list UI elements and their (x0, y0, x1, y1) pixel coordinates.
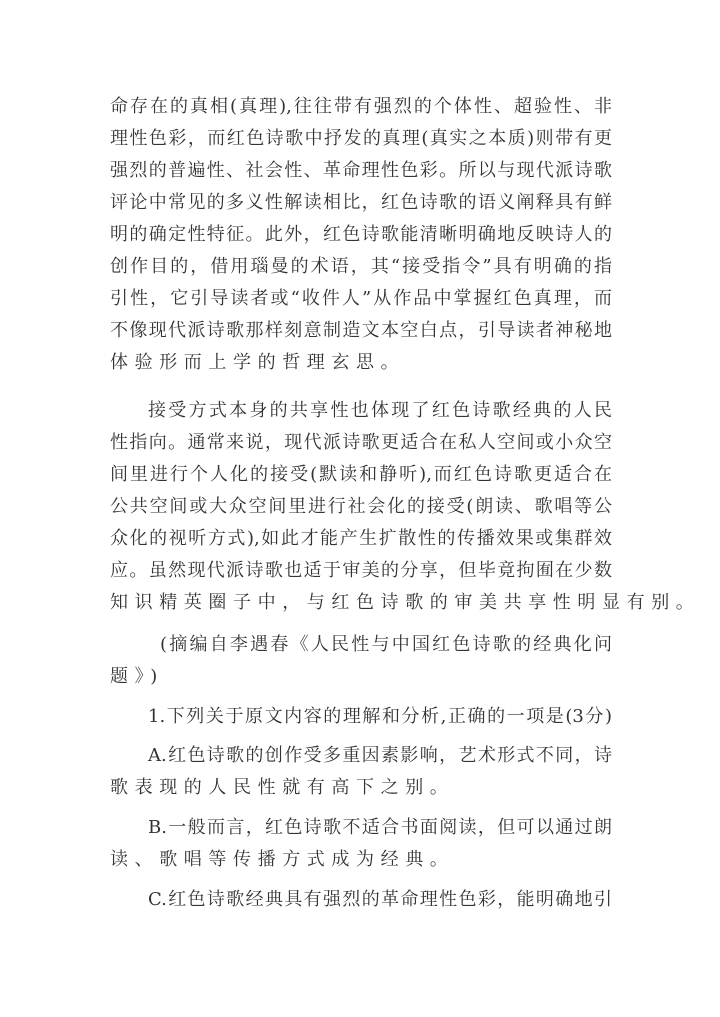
text-line: 强烈的普遍性、社会性、革命理性色彩。所以与现代派诗歌 (110, 160, 612, 181)
paragraph-start: 接受方式本身的共享性也体现了红色诗歌经典的人民 (148, 400, 612, 421)
text-line: 体验形而上学的哲理玄思。 (110, 352, 406, 373)
text-line: 众化的视听方式),如此才能产生扩散性的传播效果或集群效 (110, 528, 612, 549)
text-line: 理性色彩，而红色诗歌中抒发的真理(真实之本质)则带有更 (110, 128, 612, 149)
text-line: 命存在的真相(真理),往往带有强烈的个体性、超验性、非 (110, 96, 612, 117)
option-b-cont: 读、歌唱等传播方式成为经典。 (110, 849, 455, 870)
text-line: 间里进行个人化的接受(默读和静听),而红色诗歌更适合在 (110, 464, 612, 485)
text-line: 性指向。通常来说，现代派诗歌更适合在私人空间或小众空 (110, 432, 612, 453)
option-a-cont: 歌表现的人民性就有高下之别。 (110, 777, 455, 798)
source-citation: (摘编自李遇春《人民性与中国红色诗歌的经典化问 (160, 634, 612, 655)
option-b: B.一般而言，红色诗歌不适合书面阅读，但可以通过朗 (148, 817, 612, 838)
text-line: 明的确定性特征。此外，红色诗歌能清晰明确地反映诗人的 (110, 224, 612, 245)
text-line: 公共空间或大众空间里进行社会化的接受(朗读、歌唱等公 (110, 496, 612, 517)
text-line: 应。虽然现代派诗歌也适于审美的分享，但毕竟拘囿在少数 (110, 560, 612, 581)
question-1: 1.下列关于原文内容的理解和分析,正确的一项是(3分) (148, 706, 612, 727)
option-c: C.红色诗歌经典具有强烈的革命理性色彩，能明确地引 (148, 889, 612, 910)
text-line: 引性，它引导读者或“收件人”从作品中掌握红色真理，而 (110, 288, 612, 309)
text-line: 评论中常见的多义性解读相比，红色诗歌的语义阐释具有鲜 (110, 192, 612, 213)
option-a: A.红色诗歌的创作受多重因素影响，艺术形式不同，诗 (148, 745, 612, 766)
text-line: 创作目的，借用瑙曼的术语，其“接受指令”具有明确的指 (110, 256, 612, 277)
text-line: 知识精英圈子中，与红色诗歌的审美共享性明显有别。 (110, 592, 701, 613)
text-line: 不像现代派诗歌那样刻意制造文本空白点，引导读者神秘地 (110, 320, 612, 341)
source-citation-end: 题》) (110, 666, 164, 687)
